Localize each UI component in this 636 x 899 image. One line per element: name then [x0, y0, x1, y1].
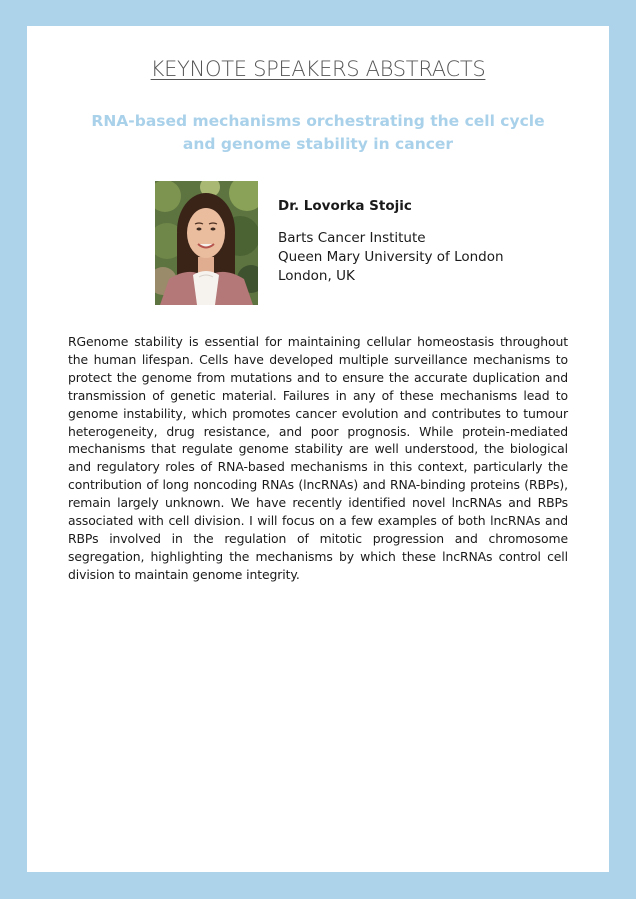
speaker-photo	[155, 181, 258, 305]
talk-title-line-1: RNA-based mechanisms orchestrating the cell cycle	[91, 112, 545, 130]
speaker-location: London, UK	[278, 268, 355, 284]
speaker-university: Queen Mary University of London	[278, 249, 504, 265]
speaker-institute: Barts Cancer Institute	[278, 230, 426, 246]
talk-title	[67, 110, 569, 156]
abstract-text: RGenome stability is essential for maintaining cellular homeostasis throughout the human lifespan. Cells have developed multiple surveillance mechanisms to protect the genome from mutations and to ensure the accurate duplication and transmission of genetic material. Failures in any of these mechanisms lead to genome instability, which promotes cancer evolution and contributes to tumour heterogeneity, drug resistance, and poor prognosis. While protein-mediated mechanisms that regulate genome stability are well understood, the biological and regulatory roles of RNA-based mechanisms in this context, particularly the contribution of long noncoding RNAs (lncRNAs) and RNA-binding proteins (RBPs), remain largely unknown. We have recently identified novel lncRNAs and RBPs associated with cell division. I will focus on a few examples of both lncRNAs and RBPs involved in the regulation of mitotic progression and chromosome segregation, highlighting the mechanisms by which these lncRNAs control cell division to maintain genome integrity.	[68, 334, 568, 582]
speaker-name: Dr. Lovorka Stojic	[278, 198, 412, 214]
speaker-portrait-image	[155, 181, 258, 305]
speaker-info	[278, 196, 578, 286]
page-heading: KEYNOTE SPEAKERS ABSTRACTS	[150, 57, 486, 81]
talk-title-line-2: and genome stability in cancer	[182, 135, 454, 153]
document-page	[27, 26, 609, 872]
